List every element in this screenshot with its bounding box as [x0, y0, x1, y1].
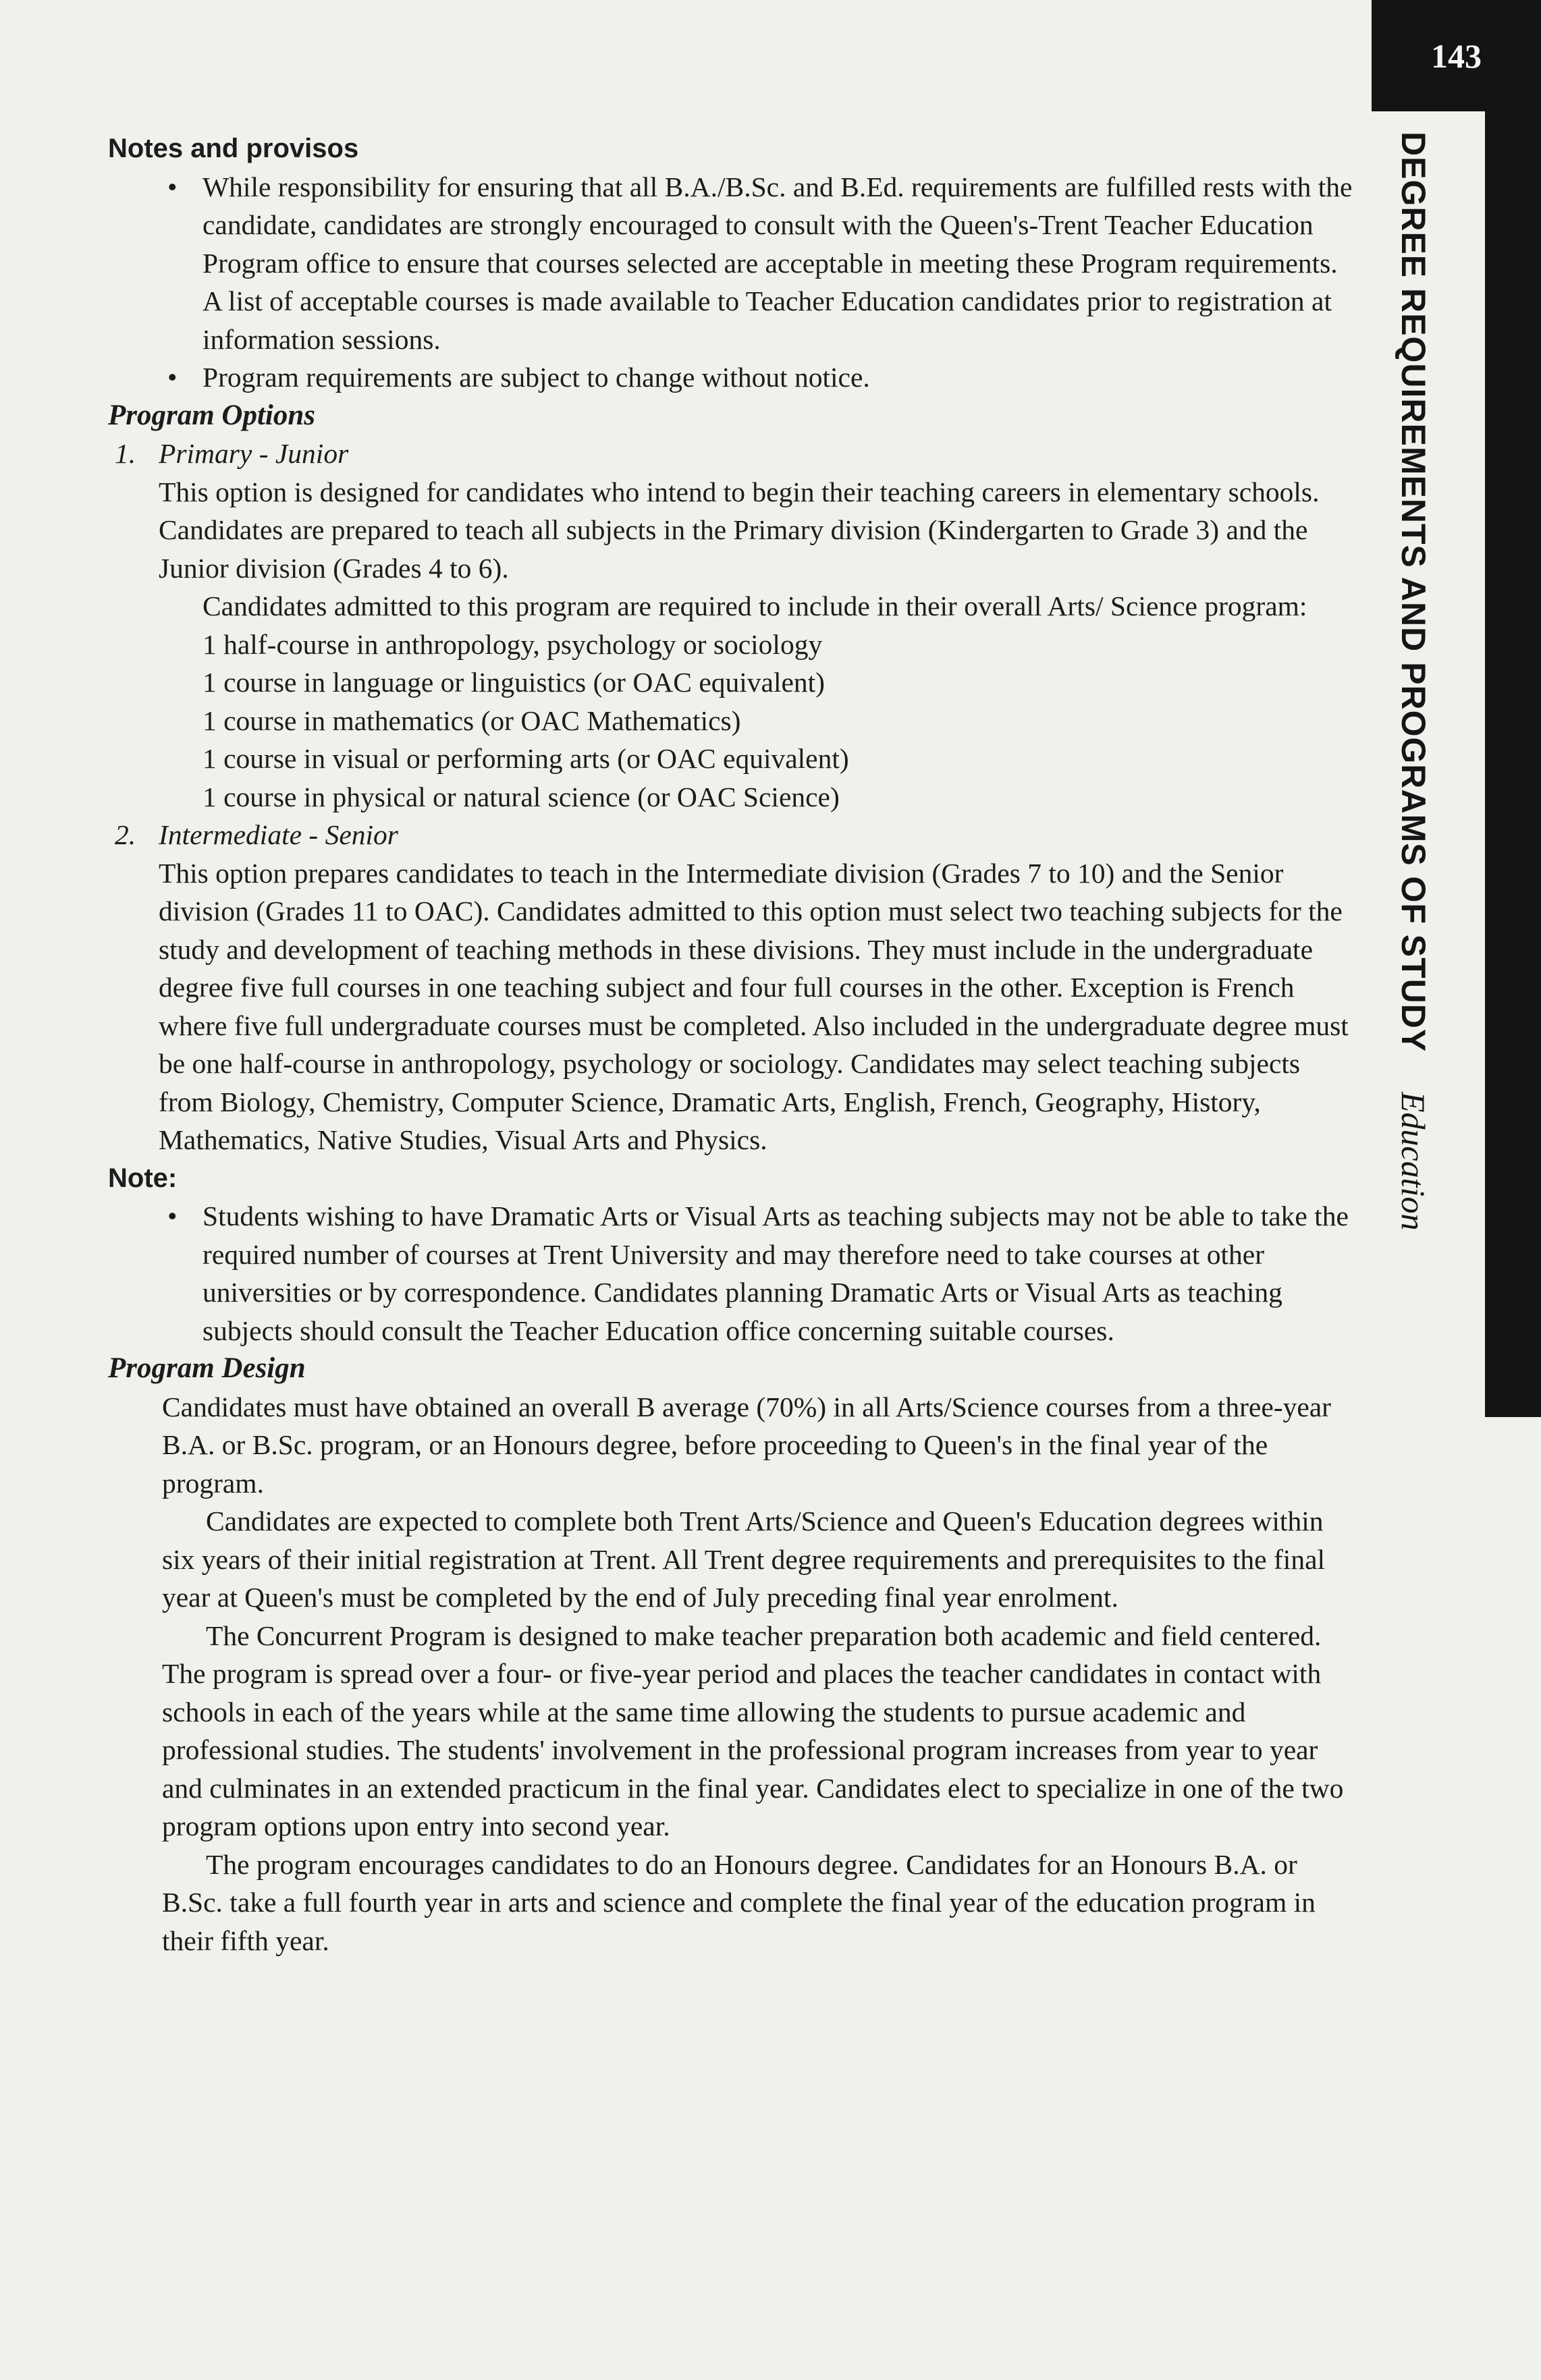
note-heading: Note:: [108, 1163, 178, 1193]
program-design-paragraph: Candidates must have obtained an overall B average (70%) in all Arts/Science courses from a three-year B.A. or B.Sc. program, or an Honours degree, before proceeding to Queen's in the final year of the program.: [162, 1391, 1331, 1499]
note-bullet: [108, 1197, 1357, 1350]
option-primary-junior: [108, 435, 1357, 816]
bullet-dot: •: [167, 171, 178, 202]
notes-bullet-1: [108, 168, 1357, 359]
program-design-paragraph: Candidates are expected to complete both Trent Arts/Science and Queen's Education degrees within six years of their initial registration at Trent. All Trent degree requirements and prerequisites to the final year at Queen's must be completed by the end of July preceding final year enrolment.: [162, 1505, 1326, 1613]
option-title: Intermediate - Senior: [159, 819, 398, 850]
option-intermediate-senior: [108, 816, 1357, 1159]
option-number: 1.: [115, 438, 136, 469]
page-body: [108, 130, 1357, 1960]
section-title-sub: Education: [1395, 1092, 1432, 1231]
section-title: [1394, 132, 1433, 1231]
section-title-main: DEGREE REQUIREMENTS AND PROGRAMS OF STUDY: [1395, 132, 1432, 1053]
program-design-body: [108, 1388, 1357, 1960]
requirements-list: [159, 626, 1357, 817]
bullet-dot: •: [167, 1200, 178, 1231]
notes-bullet-text: Program requirements are subject to change without notice.: [202, 362, 870, 393]
note-bullet-text: Students wishing to have Dramatic Arts or Visual Arts as teaching subjects may not be able to take the required number of courses at Trent University and may therefore need to take courses at other universities or by correspondence. Candidates planning Dramatic Arts or Visual Arts as teaching subjects should consult the Teacher Education office concerning suitable courses.: [202, 1200, 1349, 1346]
program-design-heading: Program Design: [108, 1352, 306, 1384]
requirement-item: 1 course in physical or natural science (or OAC Science): [202, 781, 840, 812]
program-design-paragraph: The program encourages candidates to do an Honours degree. Candidates for an Honours B.A. or B.Sc. take a full fourth year in arts and science and complete the final year of the education program in their fifth year.: [162, 1848, 1316, 1956]
notes-bullet-text: While responsibility for ensuring that all B.A./B.Sc. and B.Ed. requirements are fulfilled rests with the candidate, candidates are strongly encouraged to consult with the Queen's-Trent Teacher Education Program office to ensure that courses selected are acceptable in meeting these Program requirements. A list of acceptable courses is made available to Teacher Education candidates prior to registration at information sessions.: [202, 171, 1353, 355]
page-number: 143: [1372, 0, 1541, 111]
bullet-dot: •: [167, 362, 178, 393]
option-description: This option is designed for candidates who intend to begin their teaching careers in elementary schools. Candidates are prepared to teach all subjects in the Primary division (Kindergarten to Grade 3) and the Junior division (Grades 4 to 6).: [159, 476, 1320, 584]
option-number: 2.: [115, 819, 136, 850]
program-options-heading: Program Options: [108, 399, 316, 431]
requirement-item: 1 course in visual or performing arts (or OAC equivalent): [202, 743, 849, 774]
requirement-item: 1 half-course in anthropology, psychology or sociology: [202, 628, 823, 660]
option-title: Primary - Junior: [159, 438, 349, 469]
notes-bullet-2: [108, 358, 1357, 397]
notes-heading: Notes and provisos: [108, 134, 359, 163]
requirement-item: 1 course in mathematics (or OAC Mathematics): [202, 704, 741, 736]
requirement-item: 1 course in language or linguistics (or OAC equivalent): [202, 667, 825, 698]
section-tab-bar: [1485, 111, 1541, 1417]
option-description: This option prepares candidates to teach in the Intermediate division (Grades 7 to 10) and the Senior division (Grades 11 to OAC). Candidates admitted to this option must select two teaching subjects for the study and development of teaching methods in these divisions. They must include in the undergraduate degree five full courses in one teaching subject and four full courses in the other. Exception is French where five full undergraduate courses must be completed. Also included in the undergraduate degree must be one half-course in anthropology, psychology or sociology. Candidates may select teaching subjects from Biology, Chemistry, Computer Science, Dramatic Arts, English, French, Geography, History, Mathematics, Native Studies, Visual Arts and Physics.: [159, 857, 1349, 1155]
program-design-paragraph: The Concurrent Program is designed to make teacher preparation both academic and field centered. The program is spread over a four- or five-year period and places the teacher candidates in contact with schools in each of the years while at the same time allowing the students to pursue academic and professional studies. The students' involvement in the professional program increases from year to year and culminates in an extended practicum in the final year. Candidates elect to specialize in one of the two program options upon entry into second year.: [162, 1620, 1344, 1842]
option-requirements-intro: Candidates admitted to this program are required to include in their overall Arts/ Science program:: [202, 590, 1307, 621]
